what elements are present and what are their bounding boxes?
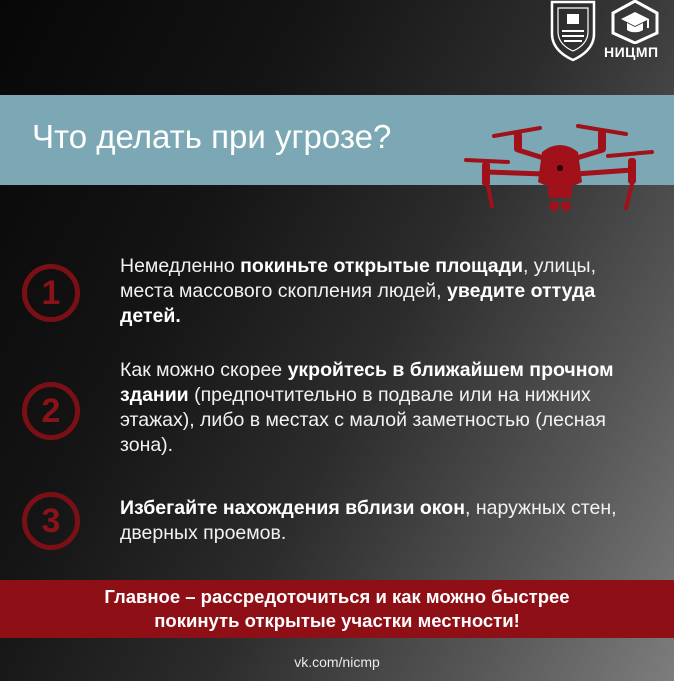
shield-emblem-icon (548, 0, 598, 62)
step-number-badge: 2 (22, 382, 80, 440)
step-text-bold: уведите оттуда детей. (120, 280, 596, 327)
step-text (120, 358, 645, 458)
step-text (120, 496, 645, 546)
step-text-bold: покиньте открытые площади (240, 255, 523, 277)
footer-link: vk.com/nicmp (294, 654, 380, 670)
header-logos (544, 0, 674, 70)
step-number-badge: 3 (22, 492, 80, 550)
page-title: Что делать при угрозе? (32, 118, 392, 155)
step-text-part: , улицы, места массового скопления людей, (120, 255, 596, 302)
step-number-badge: 1 (22, 264, 80, 322)
org-abbreviation: НИЦМП (604, 44, 659, 60)
step-text-part: Немедленно (120, 255, 241, 277)
step-text-part: , наружных стен, дверных проемов. (120, 497, 617, 544)
step-text-bold: укройтесь в ближайшем прочном здании (120, 359, 614, 406)
step-text-part: (предпочтительно в подвале или на нижних этажах), либо в местах с малой заметностью (лесная зона). (120, 384, 606, 456)
drone-icon (458, 108, 658, 228)
key-message-banner (0, 580, 674, 638)
graduation-cap-hex-icon (610, 0, 660, 44)
banner-line-1: Главное – рассредоточиться и как можно быстрее (104, 586, 570, 607)
step-text (120, 254, 645, 329)
step-text-bold: Избегайте нахождения вблизи окон (120, 497, 465, 519)
banner-line-2: покинуть открытые участки местности! (154, 610, 520, 631)
step-text-part: Как можно скорее (120, 359, 288, 381)
